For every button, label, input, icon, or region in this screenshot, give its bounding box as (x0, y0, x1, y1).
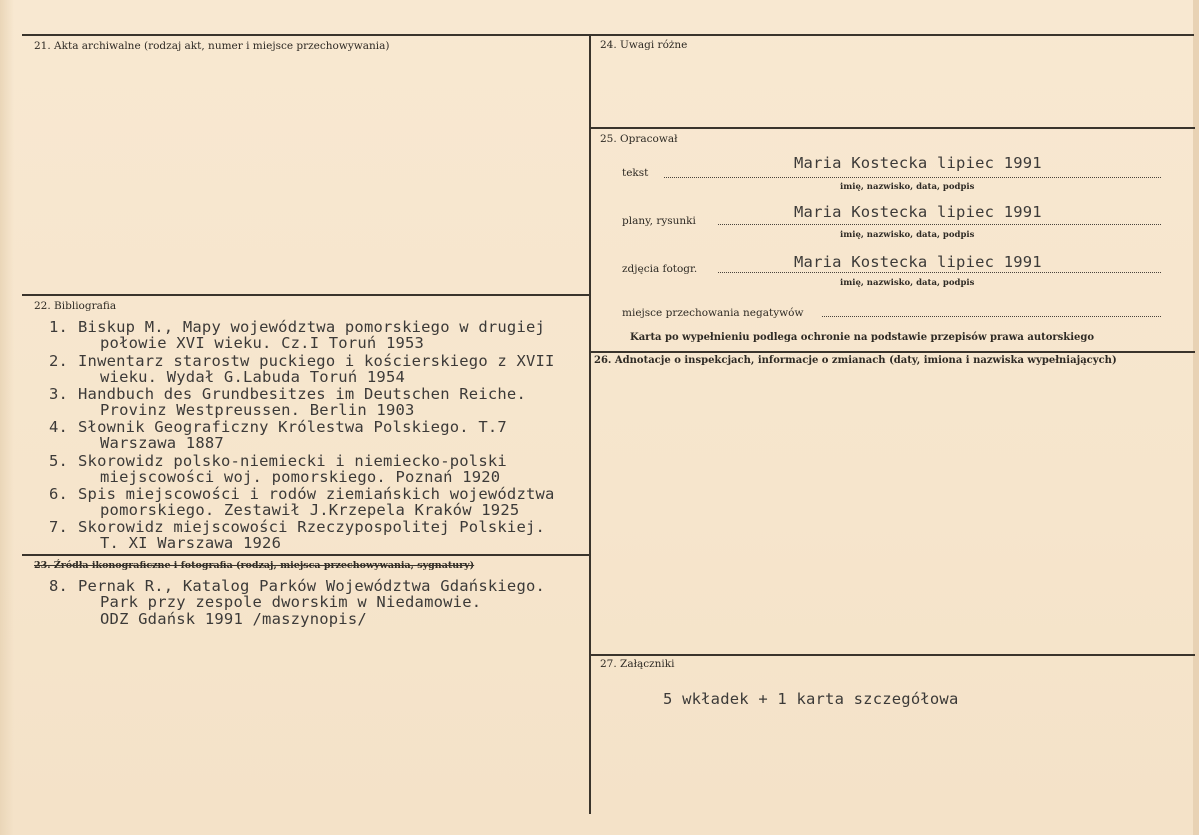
entry-number: 5. (49, 452, 69, 470)
divider-22-23 (22, 554, 589, 556)
entry-number: 1. (49, 318, 69, 336)
entry-number: 6. (49, 485, 69, 503)
entry-line: połowie XVI wieku. Cz.I Toruń 1953 (100, 334, 425, 352)
card-edge-shadow (0, 0, 14, 835)
field-label: zdjęcia fotogr. (622, 263, 698, 275)
field-label: tekst (622, 167, 649, 179)
section-22-label: 22. Bibliografia (34, 300, 117, 312)
author-value: Maria Kostecka lipiec 1991 (794, 253, 1042, 271)
entry-line: Spis miejscowości i rodów ziemiańskich województwa (78, 485, 555, 503)
entry-number: 2. (49, 352, 69, 370)
divider-25-26 (590, 351, 1195, 353)
entry-number: 8. (49, 577, 69, 595)
entry-line: miejscowości woj. pomorskiego. Poznań 1920 (100, 468, 501, 486)
divider-26-27 (590, 654, 1195, 656)
entry-number: 4. (49, 418, 69, 436)
entry-line: pomorskiego. Zestawił J.Krzepela Kraków 1925 (100, 501, 520, 519)
field-caption: imię, nazwisko, data, podpis (840, 182, 975, 192)
entry-line: Warszawa 1887 (100, 434, 224, 452)
dotted-line (718, 272, 1161, 273)
entry-line: T. XI Warszawa 1926 (100, 534, 282, 552)
entry-number: 7. (49, 518, 69, 536)
attachments-value: 5 wkładek + 1 karta szczegółowa (663, 690, 959, 708)
dotted-line (822, 316, 1161, 317)
entry-line: Skorowidz miejscowości Rzeczypospolitej Polskiej. (78, 518, 546, 536)
negatives-label: miejsce przechowania negatywów (622, 307, 804, 319)
section-26-label: 26. Adnotacje o inspekcjach, informacje o zmianach (daty, imiona i nazwiska wypełniających) (594, 355, 1117, 366)
copyright-note: Karta po wypełnieniu podlega ochronie na podstawie przepisów prawa autorskiego (630, 332, 1095, 343)
entry-line: Inwentarz starostw puckiego i kościerskiego z XVII (78, 352, 555, 370)
center-divider (589, 34, 591, 814)
section-25-label: 25. Opracował (600, 133, 678, 145)
field-caption: imię, nazwisko, data, podpis (840, 278, 975, 288)
entry-line: Skorowidz polsko-niemiecki i niemiecko-polski (78, 452, 507, 470)
entry-line: Provinz Westpreussen. Berlin 1903 (100, 401, 415, 419)
section-23-label: 23. Źródła ikonograficzne i fotografia (rodzaj, miejsca przechowywania, sygnatury) (34, 560, 475, 571)
card-edge-shadow-right (1193, 0, 1199, 835)
section-24-label: 24. Uwagi różne (600, 39, 688, 51)
field-caption: imię, nazwisko, data, podpis (840, 230, 975, 240)
dotted-line (718, 224, 1161, 225)
dotted-line (664, 177, 1161, 178)
entry-line: wieku. Wydał G.Labuda Toruń 1954 (100, 368, 406, 386)
entry-line: Pernak R., Katalog Parków Województwa Gdańskiego. (78, 577, 546, 595)
author-value: Maria Kostecka lipiec 1991 (794, 154, 1042, 172)
entry-line: Park przy zespole dworskim w Niedamowie. (100, 593, 482, 611)
author-value: Maria Kostecka lipiec 1991 (794, 203, 1042, 221)
divider-21-22 (22, 294, 589, 296)
section-21-label: 21. Akta archiwalne (rodzaj akt, numer i miejsce przechowywania) (34, 40, 390, 52)
top-border (22, 34, 1194, 36)
entry-line: Biskup M., Mapy województwa pomorskiego w drugiej (78, 318, 546, 336)
entry-line: Handbuch des Grundbesitzes im Deutschen Reiche. (78, 385, 526, 403)
section-27-label: 27. Załączniki (600, 658, 675, 670)
entry-number: 3. (49, 385, 69, 403)
entry-line: ODZ Gdańsk 1991 /maszynopis/ (100, 610, 367, 628)
field-label: plany, rysunki (622, 215, 696, 227)
divider-24-25 (590, 127, 1195, 129)
entry-line: Słownik Geograficzny Królestwa Polskiego. T.7 (78, 418, 507, 436)
